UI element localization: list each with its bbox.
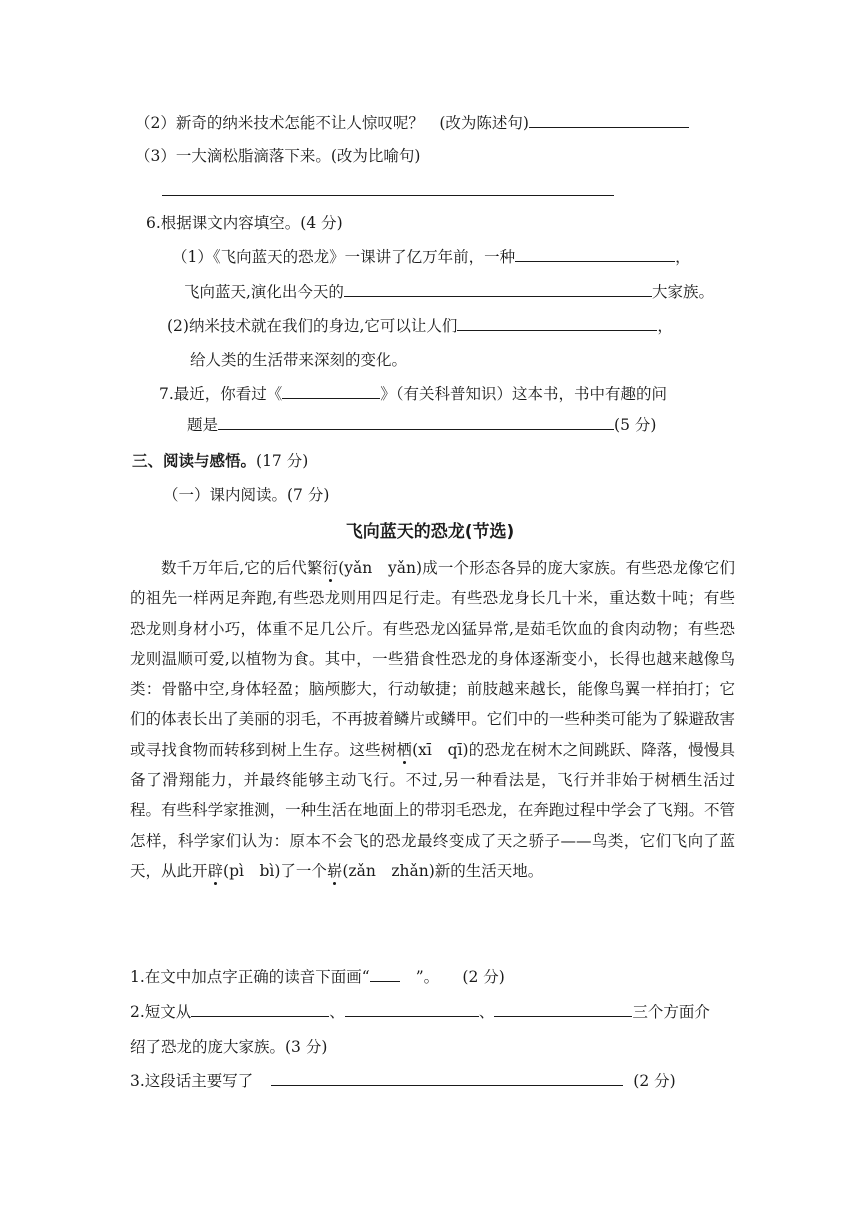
passage-body: 数千万年后,它的后代繁衍(yǎn yǎn)成一个形态各异的庞大家族。有些恐龙像它们的祖先一样两足奔跑,有些恐龙则用四足行走。有些恐龙身长几十米，重达数十吨；有些恐龙则身材小巧，体重不足几公斤。有些恐龙凶猛异常,是茹毛饮血的食肉动物；有些恐龙则温顺可爱,以植物为食。其中，一些猎食性恐龙的身体逐渐变小，长得也越来越像鸟类：骨骼中空,身体轻盈；脑颅膨大，行动敏捷；前肢越来越长，能像鸟翼一样拍打；它们的体表长出了美丽的羽毛，不再披着鳞片或鳞甲。它们中的一些种类可能为了躲避敌害或寻找食物而转移到树上生存。这些树栖(xī qī)的恐龙在树木之间跳跃、降落，慢慢具备了滑翔能力，并最终能够主动飞行。不过,另一种看法是，飞行并非始于树栖生活过程。有些科学家推测，一种生活在地面上的带羽毛恐龙，在奔跑过程中学会了飞翔。不管怎样，科学家们认为：原本不会飞的恐龙最终变成了天之骄子——鸟类，它们飞向了蓝天，从此开辟(pì bì)了一个崭(zǎn zhǎn)新的生活天地。: [130, 559, 735, 880]
dotted-char: 崭: [326, 861, 343, 880]
answer-blank[interactable]: [218, 414, 614, 430]
answer-blank[interactable]: [271, 1070, 623, 1086]
section-three-subheading: （一）课内阅读。(7 分): [163, 486, 330, 504]
question-1: 1.在文中加点字正确的读音下面画“ ”。 (2 分): [130, 968, 505, 986]
question-2-line2: 绍了恐龙的庞大家族。(3 分): [130, 1038, 328, 1056]
q6-heading: 6.根据课文内容填空。(4 分): [146, 214, 343, 232]
dotted-char: 栖: [396, 740, 413, 759]
book-title-blank[interactable]: [282, 383, 380, 399]
q5-item3: （3）一大滴松脂滴落下来。(改为比喻句): [135, 147, 421, 165]
q6-item2-line1: (2)纳米技术就在我们的身边,它可以让人们 ，: [167, 317, 673, 335]
answer-blank[interactable]: [344, 281, 652, 297]
answer-blank[interactable]: [515, 246, 675, 262]
answer-line[interactable]: [162, 195, 614, 196]
question-3: 3.这段话主要写了 (2 分): [130, 1072, 676, 1090]
q6-item2-line2: 给人类的生活带来深刻的变化。: [190, 351, 408, 369]
dotted-char: 辟: [207, 861, 224, 880]
section-three-heading: 三、阅读与感悟。(17 分): [132, 451, 309, 470]
q7-line2: 题是 (5 分): [187, 416, 657, 434]
answer-blank[interactable]: [457, 315, 657, 331]
answer-blank[interactable]: [191, 1001, 329, 1017]
answer-blank[interactable]: [529, 112, 689, 128]
q6-item1-line1: （1）《飞向蓝天的恐龙》一课讲了亿万年前，一种 ，: [172, 248, 691, 266]
q5-item2: （2）新奇的纳米技术怎能不让人惊叹呢？ (改为陈述句): [135, 112, 689, 134]
q6-item1-line2: 飞向蓝天,演化出今天的 大家族。: [184, 283, 714, 301]
passage-title: 飞向蓝天的恐龙(节选): [345, 522, 515, 542]
underline-sample: [370, 966, 400, 982]
question-2-line1: 2.短文从 、 、 三个方面介: [130, 1003, 710, 1021]
answer-blank[interactable]: [345, 1001, 479, 1017]
q7-line1: 7.最近，你看过《 》（有关科普知识）这本书，书中有趣的问: [159, 385, 668, 403]
dotted-char: 衍: [322, 559, 339, 577]
answer-blank[interactable]: [494, 1001, 632, 1017]
